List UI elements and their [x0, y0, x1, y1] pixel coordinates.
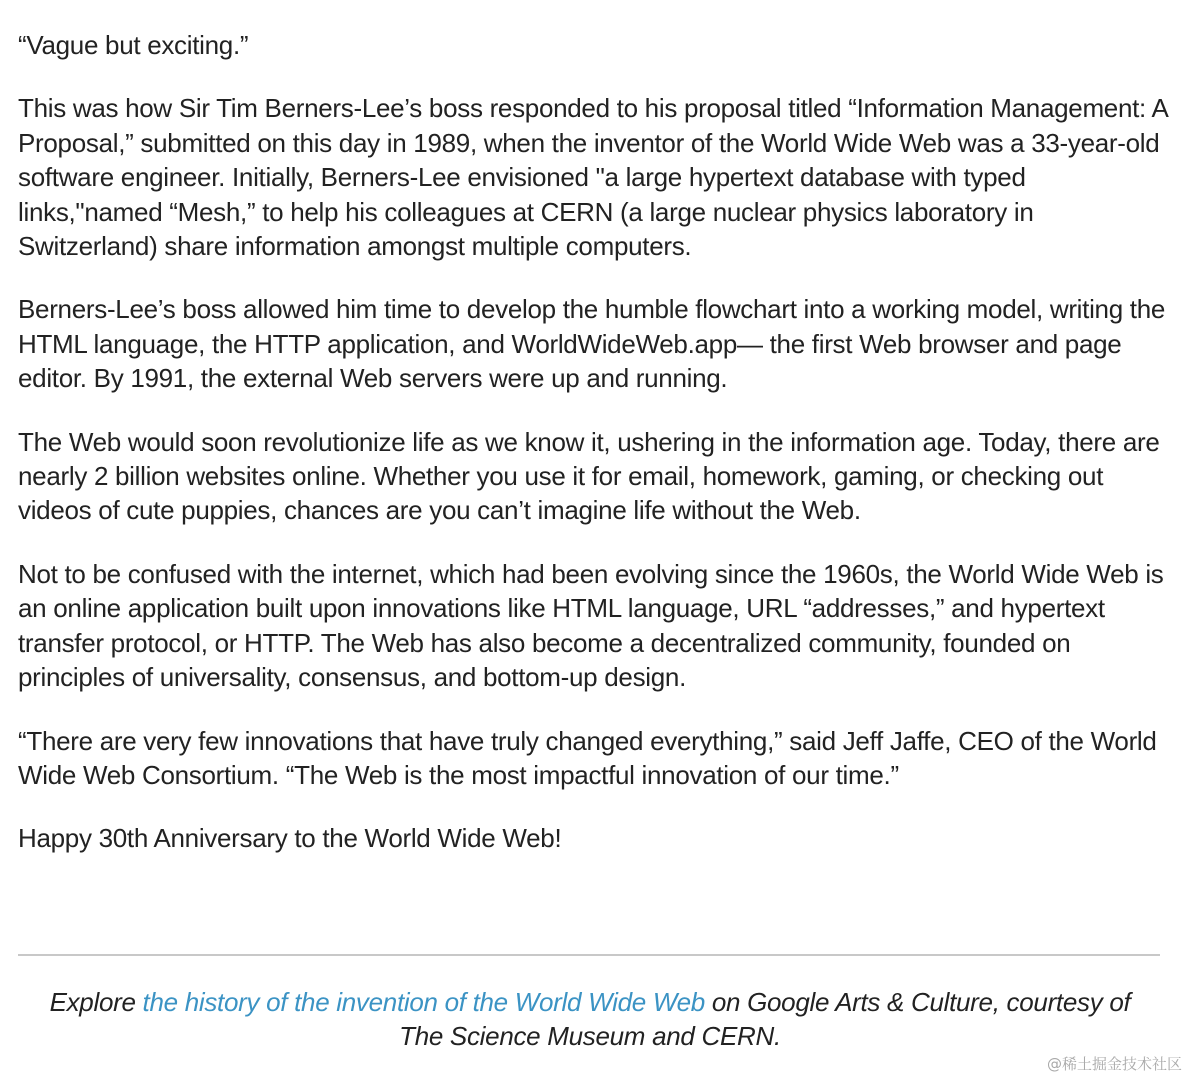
paragraph-proposal: This was how Sir Tim Berners-Lee’s boss responded to his proposal titled “Information Management: A Proposal,” submitted on this day in 1989, when the inventor of the World Wide Web was a 33-year-old software engineer. Initially, Berners-Lee envisioned "a large hypertext database with typed links,"named “Mesh,” to help his colleagues at CERN (a large nuclear physics laboratory in Switzerland) share information amongst multiple computers.: [18, 93, 1168, 262]
history-link[interactable]: the history of the invention of the World Wide Web: [142, 987, 705, 1017]
section-divider: [18, 954, 1160, 956]
watermark: @稀土掘金技术社区: [1046, 1055, 1182, 1073]
footer-suffix: on Google Arts & Culture, courtesy of The Science Museum and CERN.: [399, 987, 1131, 1052]
article-body: [18, 28, 1168, 885]
paragraph-anniversary: Happy 30th Anniversary to the World Wide Web!: [18, 823, 562, 854]
footer-note: [40, 985, 1140, 1054]
paragraph-revolution: The Web would soon revolutionize life as we know it, ushering in the information age. Today, there are nearly 2 billion websites online. Whether you use it for email, homework, gaming, or checking out videos of cute puppies, chances are you can’t imagine life without the Web.: [18, 426, 1160, 526]
footer-prefix: Explore: [49, 987, 143, 1017]
paragraph-jaffe-quote: “There are very few innovations that have truly changed everything,” said Jeff Jaffe, CEO of the World Wide Web Consortium. “The Web is the most impactful innovation of our time.”: [18, 725, 1157, 790]
paragraph-opening-quote: “Vague but exciting.”: [18, 30, 249, 60]
paragraph-internet-vs-web: Not to be confused with the internet, which had been evolving since the 1960s, the World Wide Web is an online application built upon innovations like HTML language, URL “addresses,” and hypertext transfer protocol, or HTTP. The Web has also become a decentralized community, founded on principles of universality, consensus, and bottom-up design.: [18, 558, 1164, 693]
paragraph-development: Berners-Lee’s boss allowed him time to develop the humble flowchart into a working model, writing the HTML language, the HTTP application, and WorldWideWeb.app— the first Web browser and page editor. By 1991, the external Web servers were up and running.: [18, 294, 1166, 394]
